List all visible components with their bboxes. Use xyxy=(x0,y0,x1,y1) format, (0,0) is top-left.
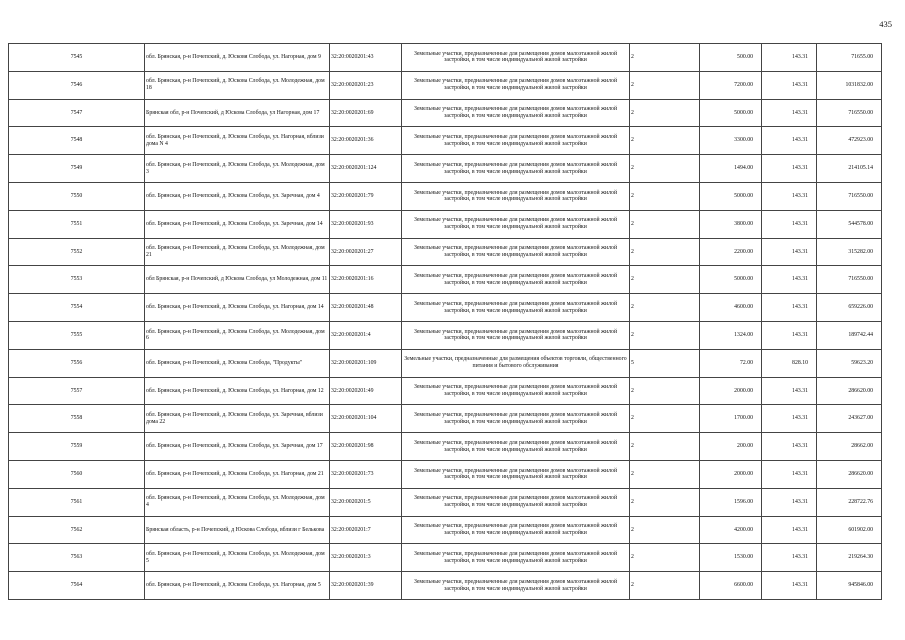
cadastral-cost-cell: 716550.00 xyxy=(817,99,882,127)
table-row xyxy=(9,127,882,155)
rate-cell: 143.31 xyxy=(762,433,817,461)
area-cell: 7200.00 xyxy=(700,71,762,99)
cadastral-number-cell: 32:20:0020201:79 xyxy=(330,182,402,210)
address-cell: обл. Брянская, р-н Почепский, д. Юскова Слобода, ул. Молодежная, дом 18 xyxy=(145,71,330,99)
cadastral-number-cell: 32:20:0020201:48 xyxy=(330,294,402,322)
row-number: 7564 xyxy=(9,572,145,600)
address-cell: обл. Брянская, р-н Почепский, д. Юскова Слобода, ул. Заречная, дом 4 xyxy=(145,182,330,210)
cadastral-cost-cell: 71655.00 xyxy=(817,44,882,72)
group-cell: 2 xyxy=(630,238,700,266)
table-row xyxy=(9,544,882,572)
group-cell: 5 xyxy=(630,349,700,377)
cadastral-number-cell: 32:20:0020201:39 xyxy=(330,572,402,600)
land-plots-table xyxy=(8,43,882,600)
address-cell: обл. Брянская, р-н Почепский, д. Юскова Слобода, ул. Молодежная, дом 4 xyxy=(145,488,330,516)
rate-cell: 828.10 xyxy=(762,349,817,377)
land-use-cell: Земельные участки, предназначенные для размещения домов малоэтажной жилой застройки, в том числе индивидуальной жилой застройки xyxy=(402,155,630,183)
land-use-cell: Земельные участки, предназначенные для размещения домов малоэтажной жилой застройки, в том числе индивидуальной жилой застройки xyxy=(402,294,630,322)
table-row xyxy=(9,44,882,72)
table-row xyxy=(9,488,882,516)
cadastral-cost-cell: 716550.00 xyxy=(817,182,882,210)
area-cell: 5000.00 xyxy=(700,266,762,294)
address-cell: обл. Брянская, р-н Почепский, д. Юскова Слобода, ул. Молодежная, дом 21 xyxy=(145,238,330,266)
land-use-cell: Земельные участки, предназначенные для размещения объектов торговли, общественного питания и бытового обслуживания xyxy=(402,349,630,377)
cadastral-cost-cell: 28662.00 xyxy=(817,433,882,461)
rate-cell: 143.31 xyxy=(762,294,817,322)
area-cell: 1700.00 xyxy=(700,405,762,433)
cadastral-number-cell: 32:20:0020201:124 xyxy=(330,155,402,183)
row-number: 7545 xyxy=(9,44,145,72)
area-cell: 3300.00 xyxy=(700,127,762,155)
cadastral-number-cell: 32:20:0020201:109 xyxy=(330,349,402,377)
rate-cell: 143.31 xyxy=(762,238,817,266)
group-cell: 2 xyxy=(630,377,700,405)
table-row xyxy=(9,405,882,433)
rate-cell: 143.31 xyxy=(762,127,817,155)
row-number: 7550 xyxy=(9,182,145,210)
group-cell: 2 xyxy=(630,127,700,155)
area-cell: 4200.00 xyxy=(700,516,762,544)
area-cell: 2200.00 xyxy=(700,238,762,266)
rate-cell: 143.31 xyxy=(762,377,817,405)
group-cell: 2 xyxy=(630,294,700,322)
cadastral-cost-cell: 315282.00 xyxy=(817,238,882,266)
cadastral-number-cell: 32:20:0020201:3 xyxy=(330,544,402,572)
land-use-cell: Земельные участки, предназначенные для размещения домов малоэтажной жилой застройки, в том числе индивидуальной жилой застройки xyxy=(402,572,630,600)
cadastral-number-cell: 32:20:0020201:93 xyxy=(330,210,402,238)
address-cell: обл. Брянская, р-н Почепский, д. Юскова Слобода, ул. Молодежная, дом 6 xyxy=(145,321,330,349)
rate-cell: 143.31 xyxy=(762,182,817,210)
rate-cell: 143.31 xyxy=(762,516,817,544)
address-cell: обл. Брянская, р-н Почепский, д. Юскова Слобода, ул. Заречная, дом 14 xyxy=(145,210,330,238)
land-use-cell: Земельные участки, предназначенные для размещения домов малоэтажной жилой застройки, в том числе индивидуальной жилой застройки xyxy=(402,377,630,405)
row-number: 7563 xyxy=(9,544,145,572)
land-use-cell: Земельные участки, предназначенные для размещения домов малоэтажной жилой застройки, в том числе индивидуальной жилой застройки xyxy=(402,238,630,266)
cadastral-number-cell: 32:20:0020201:23 xyxy=(330,71,402,99)
group-cell: 2 xyxy=(630,266,700,294)
cadastral-cost-cell: 286620.00 xyxy=(817,460,882,488)
rate-cell: 143.31 xyxy=(762,405,817,433)
land-use-cell: Земельные участки, предназначенные для размещения домов малоэтажной жилой застройки, в том числе индивидуальной жилой застройки xyxy=(402,99,630,127)
row-number: 7553 xyxy=(9,266,145,294)
row-number: 7558 xyxy=(9,405,145,433)
land-use-cell: Земельные участки, предназначенные для размещения домов малоэтажной жилой застройки, в том числе индивидуальной жилой застройки xyxy=(402,44,630,72)
table-row xyxy=(9,516,882,544)
area-cell: 500.00 xyxy=(700,44,762,72)
address-cell: обл. Брянская, р-н Почепский, д. Юскова Слобода, ул. Нагорная, дом 5 xyxy=(145,572,330,600)
row-number: 7548 xyxy=(9,127,145,155)
rate-cell: 143.31 xyxy=(762,99,817,127)
rate-cell: 143.31 xyxy=(762,44,817,72)
cadastral-number-cell: 32:20:0020201:4 xyxy=(330,321,402,349)
rate-cell: 143.31 xyxy=(762,266,817,294)
cadastral-number-cell: 32:20:0020201:7 xyxy=(330,516,402,544)
table-row xyxy=(9,294,882,322)
land-use-cell: Земельные участки, предназначенные для размещения домов малоэтажной жилой застройки, в том числе индивидуальной жилой застройки xyxy=(402,127,630,155)
address-cell: обл. Брянская, р-н Почепский, д. Юскова Слобода, ул. Нагорная, дом 14 xyxy=(145,294,330,322)
table-row xyxy=(9,99,882,127)
row-number: 7561 xyxy=(9,488,145,516)
land-use-cell: Земельные участки, предназначенные для размещения домов малоэтажной жилой застройки, в том числе индивидуальной жилой застройки xyxy=(402,433,630,461)
rate-cell: 143.31 xyxy=(762,488,817,516)
rate-cell: 143.31 xyxy=(762,544,817,572)
cadastral-number-cell: 32:20:0020201:16 xyxy=(330,266,402,294)
cadastral-cost-cell: 716550.00 xyxy=(817,266,882,294)
page-number: 435 xyxy=(879,19,892,29)
address-cell: обл. Брянская, р-н Почепский, д. Юскова Слобода, ул. Молодежная, дом 3 xyxy=(145,155,330,183)
address-cell: Брянская область, р-н Почепский, д Юскова Слобода, вблизи г Белькова xyxy=(145,516,330,544)
row-number: 7549 xyxy=(9,155,145,183)
group-cell: 2 xyxy=(630,516,700,544)
land-use-cell: Земельные участки, предназначенные для размещения домов малоэтажной жилой застройки, в том числе индивидуальной жилой застройки xyxy=(402,210,630,238)
cadastral-number-cell: 32:20:0020201:98 xyxy=(330,433,402,461)
row-number: 7552 xyxy=(9,238,145,266)
land-use-cell: Земельные участки, предназначенные для размещения домов малоэтажной жилой застройки, в том числе индивидуальной жилой застройки xyxy=(402,460,630,488)
cadastral-cost-cell: 659226.00 xyxy=(817,294,882,322)
row-number: 7562 xyxy=(9,516,145,544)
group-cell: 2 xyxy=(630,210,700,238)
group-cell: 2 xyxy=(630,572,700,600)
rate-cell: 143.31 xyxy=(762,155,817,183)
area-cell: 200.00 xyxy=(700,433,762,461)
group-cell: 2 xyxy=(630,182,700,210)
address-cell: обл. Брянская, р-н Почепский, д. Юскова Слобода, ул. Нагорная, вблизи дома N 4 xyxy=(145,127,330,155)
table-row xyxy=(9,155,882,183)
group-cell: 2 xyxy=(630,405,700,433)
address-cell: обл. Брянская, р-н Почепский, д. Юскова Слобода, "Продукты" xyxy=(145,349,330,377)
cadastral-cost-cell: 601902.00 xyxy=(817,516,882,544)
row-number: 7560 xyxy=(9,460,145,488)
land-use-cell: Земельные участки, предназначенные для размещения домов малоэтажной жилой застройки, в том числе индивидуальной жилой застройки xyxy=(402,266,630,294)
area-cell: 5000.00 xyxy=(700,182,762,210)
land-use-cell: Земельные участки, предназначенные для размещения домов малоэтажной жилой застройки, в том числе индивидуальной жилой застройки xyxy=(402,488,630,516)
address-cell: обл. Брянская, р-н Почепский, д. Юскова Слобода, ул. Молодежная, дом 5 xyxy=(145,544,330,572)
cadastral-number-cell: 32:20:0020201:73 xyxy=(330,460,402,488)
cadastral-cost-cell: 945846.00 xyxy=(817,572,882,600)
cadastral-number-cell: 32:20:0020201:49 xyxy=(330,377,402,405)
area-cell: 1530.00 xyxy=(700,544,762,572)
group-cell: 2 xyxy=(630,544,700,572)
table-row xyxy=(9,460,882,488)
table-row xyxy=(9,210,882,238)
cadastral-cost-cell: 472923.00 xyxy=(817,127,882,155)
area-cell: 2000.00 xyxy=(700,377,762,405)
cadastral-cost-cell: 214105.14 xyxy=(817,155,882,183)
group-cell: 2 xyxy=(630,460,700,488)
table-row xyxy=(9,377,882,405)
address-cell: Брянская обл, р-н Почепский, д Юскова Слобода, ул Нагорная, дом 17 xyxy=(145,99,330,127)
area-cell: 1324.00 xyxy=(700,321,762,349)
group-cell: 2 xyxy=(630,71,700,99)
table-body xyxy=(9,44,882,600)
area-cell: 1494.00 xyxy=(700,155,762,183)
area-cell: 6600.00 xyxy=(700,572,762,600)
address-cell: обл. Брянская, р-н Почепский, д. Юсковя Слобода, ул. Нагорная, дом 9 xyxy=(145,44,330,72)
row-number: 7557 xyxy=(9,377,145,405)
cadastral-cost-cell: 189742.44 xyxy=(817,321,882,349)
land-use-cell: Земельные участки, предназначенные для размещения домов малоэтажной жилой застройки, в том числе индивидуальной жилой застройки xyxy=(402,321,630,349)
group-cell: 2 xyxy=(630,321,700,349)
row-number: 7546 xyxy=(9,71,145,99)
group-cell: 2 xyxy=(630,99,700,127)
table-row xyxy=(9,572,882,600)
area-cell: 3800.00 xyxy=(700,210,762,238)
table-row xyxy=(9,182,882,210)
row-number: 7554 xyxy=(9,294,145,322)
land-use-cell: Земельные участки, предназначенные для размещения домов малоэтажной жилой застройки, в том числе индивидуальной жилой застройки xyxy=(402,405,630,433)
cadastral-cost-cell: 1031832.00 xyxy=(817,71,882,99)
table-row xyxy=(9,349,882,377)
group-cell: 2 xyxy=(630,433,700,461)
rate-cell: 143.31 xyxy=(762,210,817,238)
cadastral-number-cell: 32:20:0020201:5 xyxy=(330,488,402,516)
address-cell: обл Брянская, р-н Почепский, д Юскова Слобода, ул Молодежная, дом 11 xyxy=(145,266,330,294)
row-number: 7559 xyxy=(9,433,145,461)
rate-cell: 143.31 xyxy=(762,71,817,99)
rate-cell: 143.31 xyxy=(762,572,817,600)
address-cell: обл. Брянская, р-н Почепский, д. Юскова Слобода, ул. Заречная, вблизи дома 22 xyxy=(145,405,330,433)
table-row xyxy=(9,71,882,99)
cadastral-cost-cell: 286620.00 xyxy=(817,377,882,405)
table-row xyxy=(9,321,882,349)
area-cell: 4600.00 xyxy=(700,294,762,322)
rate-cell: 143.31 xyxy=(762,321,817,349)
area-cell: 5000.00 xyxy=(700,99,762,127)
cadastral-cost-cell: 544578.00 xyxy=(817,210,882,238)
table-row xyxy=(9,433,882,461)
cadastral-number-cell: 32:20:0020201:27 xyxy=(330,238,402,266)
row-number: 7556 xyxy=(9,349,145,377)
area-cell: 72.00 xyxy=(700,349,762,377)
table-row xyxy=(9,266,882,294)
rate-cell: 143.31 xyxy=(762,460,817,488)
group-cell: 2 xyxy=(630,155,700,183)
land-use-cell: Земельные участки, предназначенные для размещения домов малоэтажной жилой застройки, в том числе индивидуальной жилой застройки xyxy=(402,182,630,210)
row-number: 7551 xyxy=(9,210,145,238)
row-number: 7555 xyxy=(9,321,145,349)
cadastral-cost-cell: 59623.20 xyxy=(817,349,882,377)
cadastral-number-cell: 32:20:0020201:36 xyxy=(330,127,402,155)
area-cell: 1596.00 xyxy=(700,488,762,516)
land-use-cell: Земельные участки, предназначенные для размещения домов малоэтажной жилой застройки, в том числе индивидуальной жилой застройки xyxy=(402,71,630,99)
cadastral-cost-cell: 243627.00 xyxy=(817,405,882,433)
area-cell: 2000.00 xyxy=(700,460,762,488)
address-cell: обл. Брянская, р-н Почепский, д. Юскова Слобода, ул. Нагорная, дом 21 xyxy=(145,460,330,488)
group-cell: 2 xyxy=(630,44,700,72)
cadastral-cost-cell: 228722.76 xyxy=(817,488,882,516)
cadastral-cost-cell: 219264.30 xyxy=(817,544,882,572)
cadastral-number-cell: 32:20:0020201:69 xyxy=(330,99,402,127)
land-use-cell: Земельные участки, предназначенные для размещения домов малоэтажной жилой застройки, в том числе индивидуальной жилой застройки xyxy=(402,544,630,572)
cadastral-number-cell: 32:20:0020201:43 xyxy=(330,44,402,72)
land-use-cell: Земельные участки, предназначенные для размещения домов малоэтажной жилой застройки, в том числе индивидуальной жилой застройки xyxy=(402,516,630,544)
row-number: 7547 xyxy=(9,99,145,127)
address-cell: обл. Брянская, р-н Почепский, д. Юскова Слобода, ул. Заречная, дом 17 xyxy=(145,433,330,461)
table-row xyxy=(9,238,882,266)
address-cell: обл. Брянская, р-н Почепский, д. Юскова Слобода, ул. Нагорная, дом 12 xyxy=(145,377,330,405)
cadastral-number-cell: 32:20:0020201:104 xyxy=(330,405,402,433)
group-cell: 2 xyxy=(630,488,700,516)
